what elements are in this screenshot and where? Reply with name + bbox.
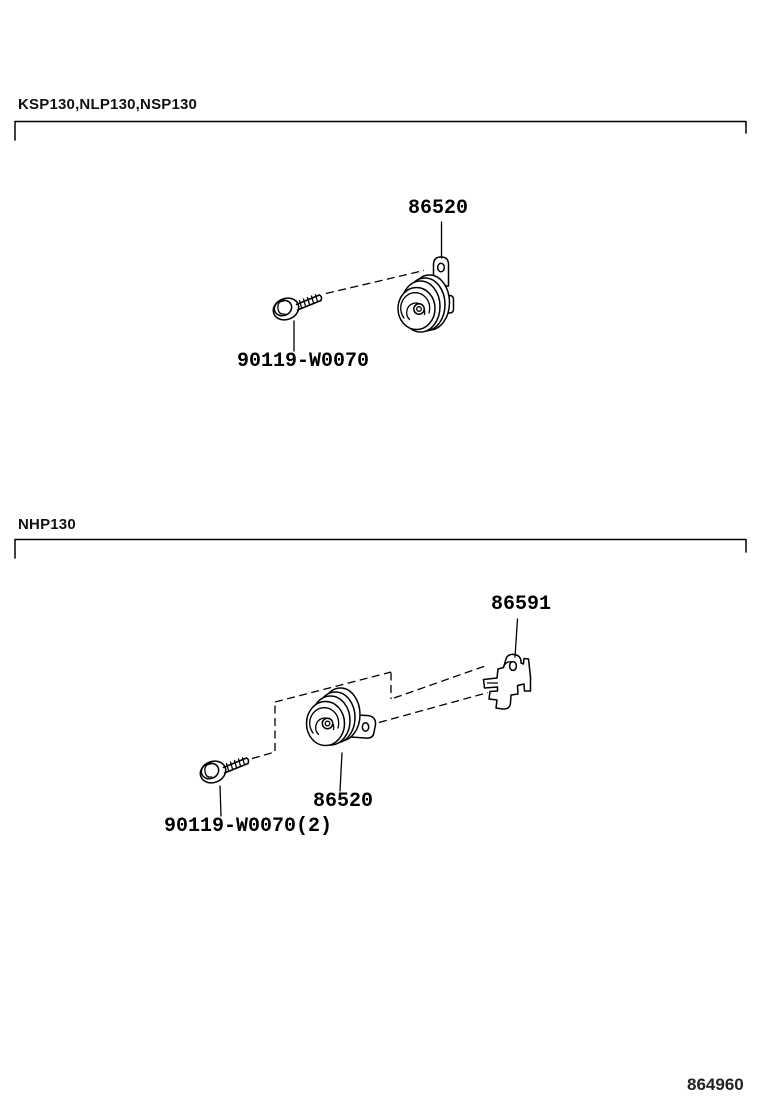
figure-code: 864960 <box>687 1075 744 1094</box>
bolt-bottom <box>197 758 248 787</box>
section-frame-top <box>15 122 746 141</box>
part-label-horn-top: 86520 <box>408 197 469 220</box>
part-label-horn-bottom: 86520 <box>313 790 374 813</box>
horn-top <box>398 257 454 332</box>
bolt-top <box>270 295 321 324</box>
part-label-bracket-bottom: 86591 <box>491 593 552 616</box>
section-header-bottom: NHP130 <box>18 516 76 533</box>
bracket-hole <box>510 662 517 671</box>
section-frame-bottom <box>15 540 746 559</box>
dashed-alignment-lines-bottom <box>252 665 488 759</box>
horn-tab-hole <box>362 723 368 731</box>
bracket-86591 <box>484 654 531 709</box>
horn-tab-hole <box>438 263 445 272</box>
part-label-bolt-bottom: 90119-W0070(2) <box>164 815 333 838</box>
part-label-bolt-top: 90119-W0070 <box>237 350 370 373</box>
horn-bottom <box>307 688 376 746</box>
section-header-top: KSP130,NLP130,NSP130 <box>18 96 198 113</box>
